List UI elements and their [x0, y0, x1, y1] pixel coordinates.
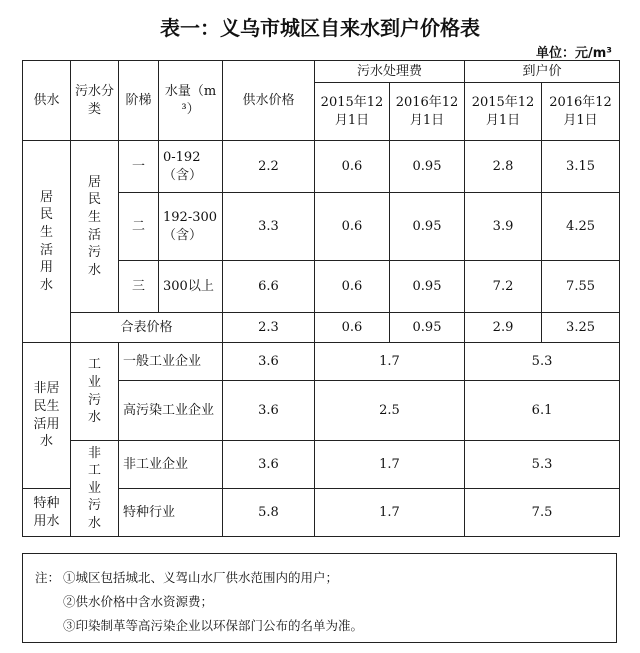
note-3: ③印染制革等高污染企业以环保部门公布的名单为准。 — [63, 618, 364, 633]
price-high-pollution: 6.1 — [465, 381, 620, 441]
price-special: 7.5 — [465, 489, 620, 537]
tier-3: 三 — [119, 261, 159, 313]
category-non-industry: 非工业企业 — [119, 441, 223, 489]
header-treatment-fee: 污水处理费 — [315, 61, 465, 83]
fee2016-2: 0.95 — [390, 193, 465, 261]
note-2: ②供水价格中含水资源费； — [63, 594, 214, 609]
volume-2: 192-300（含） — [159, 193, 223, 261]
header-volume: 水量（m³） — [159, 61, 223, 141]
price2016-3: 7.55 — [542, 261, 620, 313]
page-title: 表一：义乌市城区自来水到户价格表 — [160, 16, 480, 40]
price-non-industry: 5.3 — [465, 441, 620, 489]
combined-fee2015: 0.6 — [315, 313, 390, 343]
combined-fee2016: 0.95 — [390, 313, 465, 343]
fee2016-1: 0.95 — [390, 141, 465, 193]
header-fee-2016: 2016年12月1日 — [390, 83, 465, 141]
fee2015-3: 0.6 — [315, 261, 390, 313]
supply-special: 5.8 — [223, 489, 315, 537]
header-supply: 供水 — [23, 61, 71, 141]
price2015-3: 7.2 — [465, 261, 542, 313]
category-special: 特种行业 — [119, 489, 223, 537]
tier-1: 一 — [119, 141, 159, 193]
group-special: 特种用水 — [23, 489, 71, 537]
group-non-residential: 非居民生活用水 — [23, 343, 71, 489]
price2015-1: 2.8 — [465, 141, 542, 193]
fee2016-3: 0.95 — [390, 261, 465, 313]
sewage-industrial: 工业污水 — [71, 343, 119, 441]
header-sewage-type: 污水分类 — [71, 61, 119, 141]
fee2015-1: 0.6 — [315, 141, 390, 193]
supply-general-industry: 3.6 — [223, 343, 315, 381]
supply-high-pollution: 3.6 — [223, 381, 315, 441]
price2015-2: 3.9 — [465, 193, 542, 261]
fee-high-pollution: 2.5 — [315, 381, 465, 441]
category-general-industry: 一般工业企业 — [119, 343, 223, 381]
volume-1: 0-192（含） — [159, 141, 223, 193]
combined-price2015: 2.9 — [465, 313, 542, 343]
supply-1: 2.2 — [223, 141, 315, 193]
combined-label: 合表价格 — [71, 313, 223, 343]
volume-3: 300以上 — [159, 261, 223, 313]
header-fee-2015: 2015年12月1日 — [315, 83, 390, 141]
note-1: ①城区包括城北、义驾山水厂供水范围内的用户； — [63, 570, 339, 585]
fee-general-industry: 1.7 — [315, 343, 465, 381]
price-general-industry: 5.3 — [465, 343, 620, 381]
header-price-2016: 2016年12月1日 — [542, 83, 620, 141]
supply-3: 6.6 — [223, 261, 315, 313]
sewage-non-industrial: 非工业污水 — [71, 441, 119, 537]
price2016-1: 3.15 — [542, 141, 620, 193]
tier-2: 二 — [119, 193, 159, 261]
price2016-2: 4.25 — [542, 193, 620, 261]
combined-price2016: 3.25 — [542, 313, 620, 343]
notes-box — [22, 553, 617, 643]
fee2015-2: 0.6 — [315, 193, 390, 261]
price-table — [22, 60, 620, 537]
fee-non-industry: 1.7 — [315, 441, 465, 489]
combined-supply: 2.3 — [223, 313, 315, 343]
category-high-pollution: 高污染工业企业 — [119, 381, 223, 441]
sewage-residential: 居民生活污水 — [71, 141, 119, 313]
supply-2: 3.3 — [223, 193, 315, 261]
supply-non-industry: 3.6 — [223, 441, 315, 489]
header-supply-price: 供水价格 — [223, 61, 315, 141]
fee-special: 1.7 — [315, 489, 465, 537]
notes-prefix: 注： — [35, 570, 61, 585]
group-residential: 居民生活用水 — [23, 141, 71, 343]
header-door-price: 到户价 — [465, 61, 620, 83]
header-tier: 阶梯 — [119, 61, 159, 141]
unit-label: 单位：元/m³ — [536, 46, 612, 61]
header-price-2015: 2015年12月1日 — [465, 83, 542, 141]
